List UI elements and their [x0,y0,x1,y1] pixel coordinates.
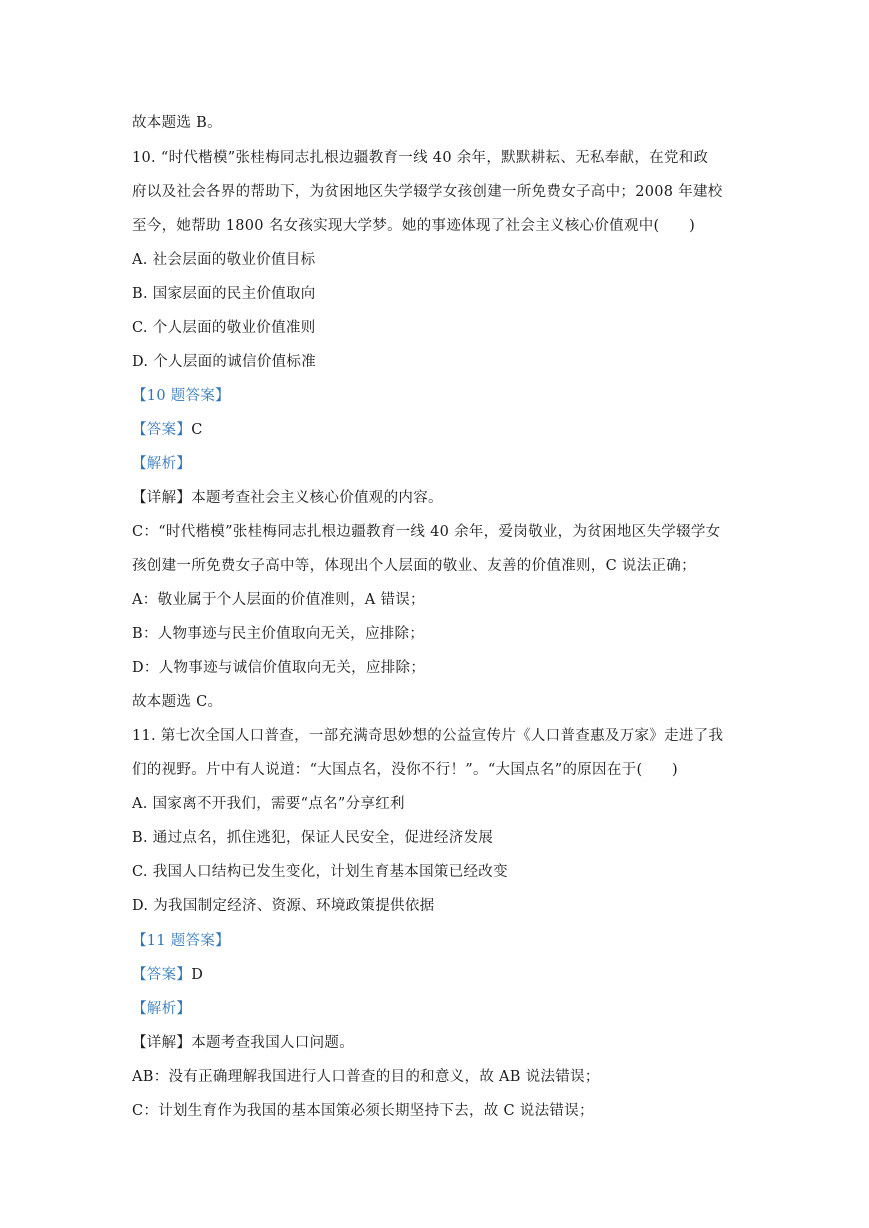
explanation-text: C：“时代楷模”张桂梅同志扎根边疆教育一线 40 余年，爱岗敬业，为贫困地区失学辍学女 [132,524,721,540]
explanation-text: 孩创建一所免费女子高中等，体现出个人层面的敬业、友善的价值准则，C 说法正确； [132,558,696,574]
answer-value: D [191,967,204,983]
question-11-text: 们的视野。片中有人说道：“大国点名，没你不行！”。“大国点名”的原因在于( ) [132,762,678,778]
detail-line [132,1033,752,1053]
explanation-text: D：人物事迹与诚信价值取向无关，应排除； [132,660,426,676]
answer-heading: 【10 题答案】 [132,388,230,404]
answer-label: 【答案】 [132,967,192,983]
detail-line [132,488,752,508]
text-line: 故本题选 C。 [132,694,223,710]
analysis-heading: 【解析】 [132,456,192,472]
option-a: A. 社会层面的敬业价值目标 [132,252,316,268]
option-b: B. 通过点名，抓住逃犯，保证人民安全，促进经济发展 [132,830,494,846]
explanation-text: AB：没有正确理解我国进行人口普查的目的和意义，故 AB 说法错误； [132,1069,600,1085]
explanation-text: B：人物事迹与民主价值取向无关，应排除； [132,626,425,642]
answer-value: C [191,422,203,438]
answer-line [132,965,752,985]
question-11-text: 11. 第七次全国人口普查，一部充满奇思妙想的公益宣传片《人口普查惠及万家》走进了我 [132,728,724,744]
detail-label: 【详解】 [132,490,192,506]
explanation-text: C：计划生育作为我国的基本国策必须长期坚持下去，故 C 说法错误； [132,1103,594,1119]
explanation-text: A：敬业属于个人层面的价值准则，A 错误； [132,592,425,608]
answer-heading: 【11 题答案】 [132,933,230,949]
answer-line [132,420,752,440]
option-c: C. 个人层面的敬业价值准则 [132,320,316,336]
detail-text: 本题考查我国人口问题。 [191,1035,355,1051]
answer-label: 【答案】 [132,422,192,438]
analysis-heading: 【解析】 [132,1001,192,1017]
option-c: C. 我国人口结构已发生变化，计划生育基本国策已经改变 [132,864,508,880]
option-a: A. 国家离不开我们，需要“点名”分享红利 [132,796,405,812]
question-10-text: 至今，她帮助 1800 名女孩实现大学梦。她的事迹体现了社会主义核心价值观中( ) [132,218,696,234]
question-10-text: 府以及社会各界的帮助下，为贫困地区失学辍学女孩创建一所免费女子高中；2008 年建校 [132,184,723,200]
option-d: D. 个人层面的诚信价值标准 [132,354,317,370]
detail-label: 【详解】 [132,1035,192,1051]
text-line: 故本题选 B。 [132,115,222,131]
question-10-text: 10. “时代楷模”张桂梅同志扎根边疆教育一线 40 余年，默默耕耘、无私奉献，在党和政 [132,150,709,166]
detail-text: 本题考查社会主义核心价值观的内容。 [191,490,443,506]
option-d: D. 为我国制定经济、资源、环境政策提供依据 [132,898,435,914]
option-b: B. 国家层面的民主价值取向 [132,286,316,302]
